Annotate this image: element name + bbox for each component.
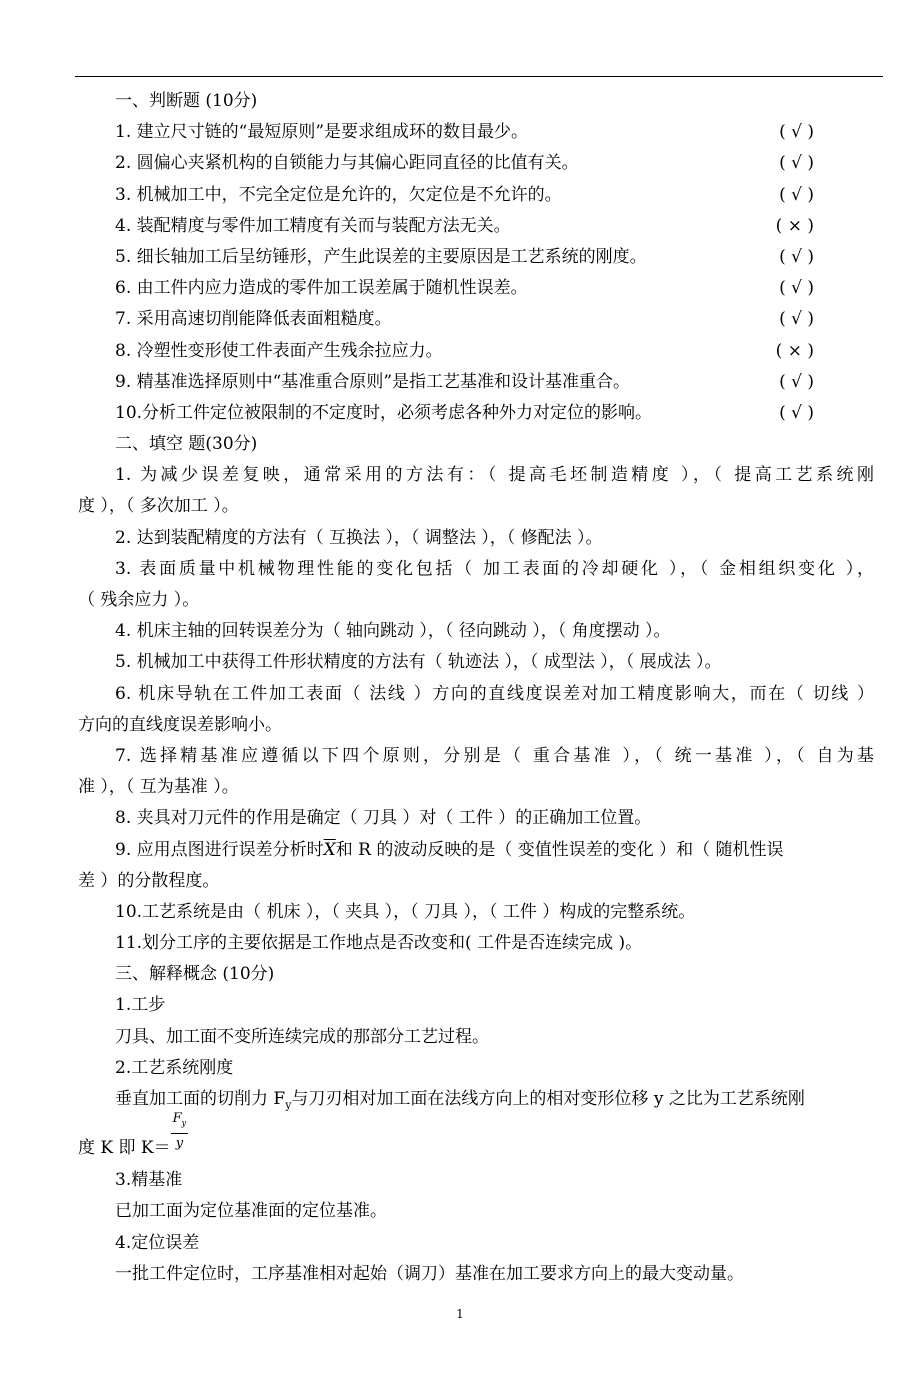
stiffness-fraction [171,1112,189,1151]
fill-q3-line1: 3. 表面质量中机械物理性能的变化包括（ 加工表面的冷却硬化 ），（ 金相组织变化 ）， [115,558,874,579]
fill-q11: 11.划分工序的主要依据是工作地点是否改变和( 工件是否连续完成 )。 [115,933,643,954]
judge-item-2 [78,148,874,179]
judge-item-5 [78,242,874,273]
judge-text: 4. 装配精度与零件加工精度有关而与装配方法无关。 [115,215,511,236]
judge-mark: ( √ ) [779,278,814,299]
fill-q5: 5. 机械加工中获得工件形状精度的方法有（ 轨迹法 ），（ 成型法 ），（ 展成法 ）。 [115,652,722,673]
section1-title: 一、判断题 (10分) [115,91,258,111]
document-body [78,86,874,1290]
section2-title: 二、填空 题(30分) [115,434,258,455]
judge-mark: ( √ ) [779,402,814,423]
concept-3-term: 3.精基准 [115,1170,183,1191]
fill-q2: 2. 达到装配精度的方法有（ 互换法 ），（ 调整法 ），（ 修配法 ）。 [115,527,603,548]
concept-3-definition: 已加工面为定位基准面的定位基准。 [115,1201,387,1222]
judge-mark: ( √ ) [779,309,814,330]
c2-def-b: 与刀刃相对加工面在法线方向上的相对变形位移 y 之比为工艺系统刚 [291,1089,805,1109]
judge-item-9 [78,367,874,398]
fill-q3-line2: （ 残余应力 ）。 [78,590,200,610]
concept-2-definition-line2 [78,1111,874,1165]
fill-q10: 10.工艺系统是由（ 机床 ），（ 夹具 ），（ 刀具 ），（ 工件 ）构成的完整系统。 [115,901,696,922]
judge-item-7 [78,304,874,335]
judge-text: 5. 细长轴加工后呈纺锤形，产生此误差的主要原因是工艺系统的刚度。 [115,246,647,267]
judge-mark: ( √ ) [779,246,814,267]
fill-q9-line1 [78,835,874,866]
judge-text: 10.分析工件定位被限制的不定度时，必须考虑各种外力对定位的影响。 [115,402,653,423]
fill-q8: 8. 夹具对刀元件的作用是确定（ 刀具 ）对（ 工件 ）的正确加工位置。 [115,808,652,829]
judge-text: 6. 由工件内应力造成的零件加工误差属于随机性误差。 [115,278,528,299]
numerator-F: F [172,1111,182,1127]
judge-mark: ( √ ) [779,184,814,205]
fill-q1-line2: 度 ），（ 多次加工 ）。 [78,496,239,517]
judge-text: 2. 圆偏心夹紧机构的自锁能力与其偏心距同直径的比值有关。 [115,153,579,174]
fill-q9-pre: 9. 应用点图进行误差分析时 [115,839,324,860]
judge-text: 1. 建立尺寸链的“最短原则”是要求组成环的数目最少。 [115,122,529,143]
c2-def2-pre: 度 K 即 K＝ [78,1137,171,1158]
judge-text: 7. 采用高速切削能降低表面粗糙度。 [115,309,392,330]
concept-2-term: 2.工艺系统刚度 [115,1057,234,1078]
page-number: 1 [456,1307,464,1321]
fill-q6-line2: 方向的直线度误差影响小。 [78,714,282,735]
x-bar-symbol: $\overline{X}$ [323,839,336,860]
judge-mark: ( √ ) [779,153,814,174]
judge-item-4 [78,211,874,242]
judge-item-1 [78,117,874,148]
concept-4-definition: 一批工件定位时，工序基准相对起始（调刀）基准在加工要求方向上的最大变动量。 [115,1263,744,1284]
judge-text: 8. 冷塑性变形使工件表面产生残余拉应力。 [115,340,443,361]
fill-q1-line1: 1. 为减少误差复映，通常采用的方法有：（ 提高毛坯制造精度 ），（ 提高工艺系统刚 [115,465,874,486]
judge-item-10 [78,398,874,429]
c2-def-a: 垂直加工面的切削力 F [115,1089,286,1109]
judge-item-3 [78,180,874,211]
judge-item-8 [78,336,874,367]
fraction-numerator [171,1112,189,1134]
judge-mark: ( √ ) [779,122,814,143]
fill-q7-line1: 7. 选择精基准应遵循以下四个原则，分别是（ 重合基准 ），（ 统一基准 ），（ 自为基 [115,745,874,766]
fill-q9-post: 和 R 的波动反映的是（ 变值性误差的变化 ）和（ 随机性误 [335,839,784,860]
header-rule [75,76,883,77]
c2-def-sub: y [285,1098,292,1112]
fill-q4: 4. 机床主轴的回转误差分为（ 轴向跳动 ），（ 径向跳动 ），（ 角度摆动 ）。 [115,621,671,642]
concept-4-term: 4.定位误差 [115,1232,200,1253]
concept-1-definition: 刀具、加工面不变所连续完成的那部分工艺过程。 [115,1026,489,1047]
fraction-denominator: y [175,1135,184,1151]
judge-text: 9. 精基准选择原则中“基准重合原则”是指工艺基准和设计基准重合。 [115,371,631,392]
judge-mark: ( × ) [775,215,814,236]
judge-text: 3. 机械加工中，不完全定位是允许的，欠定位是不允许的。 [115,184,562,205]
section3-title: 三、解释概念 (10分) [115,964,275,985]
fill-q7-line2: 准 ），（ 互为基准 ）。 [78,777,239,798]
concept-2-definition-line1 [78,1084,874,1115]
fill-q6-line1: 6. 机床导轨在工件加工表面（ 法线 ）方向的直线度误差对加工精度影响大，而在（ 切线 ） [115,683,874,704]
judge-item-6 [78,273,874,304]
judge-mark: ( √ ) [779,371,814,392]
numerator-sub: y [181,1118,187,1128]
judge-mark: ( × ) [775,340,814,361]
fill-q9-line2: 差 ）的分散程度。 [78,870,220,891]
concept-1-term: 1.工步 [115,995,166,1016]
